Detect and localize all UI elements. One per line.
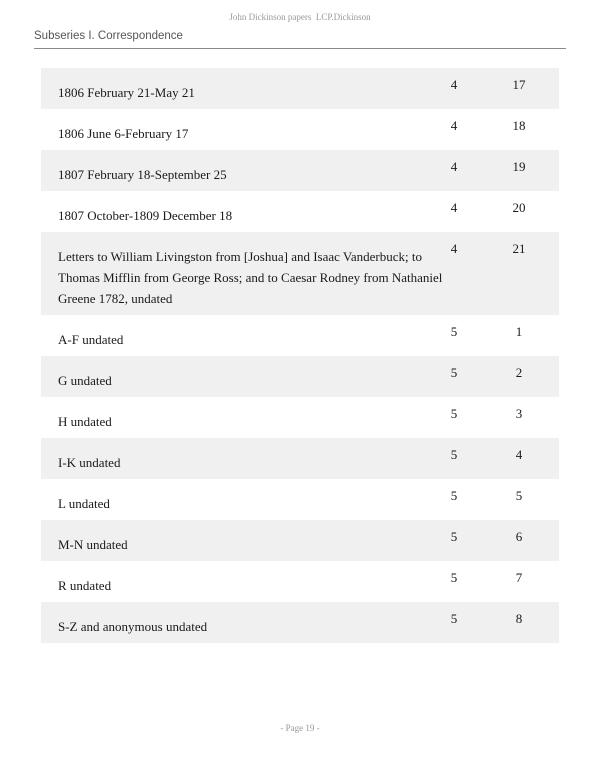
- row-title: A-F undated: [58, 332, 124, 347]
- row-title: S-Z and anonymous undated: [58, 619, 208, 634]
- row-title: H undated: [58, 414, 112, 429]
- row-box-number: 4: [450, 159, 458, 174]
- row-folder-number: 8: [515, 611, 523, 626]
- row-folder-number: 6: [515, 529, 523, 544]
- row-title: L undated: [58, 496, 110, 511]
- row-box-number: 4: [450, 77, 458, 92]
- row-folder-number: 21: [512, 241, 526, 256]
- row-folder-number: 20: [512, 200, 526, 215]
- row-title: 1806 June 6-February 17: [58, 126, 189, 141]
- row-folder-number: 5: [515, 488, 523, 503]
- row-box-number: 5: [450, 488, 458, 503]
- row-box-number: 5: [450, 406, 458, 421]
- row-title: 1807 February 18-September 25: [58, 167, 227, 182]
- row-title: G undated: [58, 373, 112, 388]
- table-row: [41, 520, 559, 561]
- row-folder-number: 7: [515, 570, 523, 585]
- row-folder-number: 18: [512, 118, 526, 133]
- row-box-number: 5: [450, 447, 458, 462]
- row-title: R undated: [58, 578, 112, 593]
- row-box-number: 5: [450, 324, 458, 339]
- table-row: [41, 602, 559, 643]
- table-row: [41, 109, 559, 150]
- section-heading: Subseries I. Correspondence: [34, 30, 566, 49]
- table-row: [41, 315, 559, 356]
- table-row: [41, 561, 559, 602]
- container-list-table: [41, 68, 559, 643]
- table-row: [41, 438, 559, 479]
- table-row: [41, 68, 559, 109]
- row-title: 1807 October-1809 December 18: [58, 208, 233, 223]
- row-box-number: 4: [450, 200, 458, 215]
- row-box-number: 4: [450, 241, 458, 256]
- row-folder-number: 2: [515, 365, 523, 380]
- row-title: I-K undated: [58, 455, 121, 470]
- row-folder-number: 3: [515, 406, 523, 421]
- row-box-number: 5: [450, 570, 458, 585]
- row-box-number: 5: [450, 365, 458, 380]
- table-row: [41, 232, 559, 315]
- row-folder-number: 4: [515, 447, 523, 462]
- row-title: 1806 February 21-May 21: [58, 85, 195, 100]
- table-row: [41, 191, 559, 232]
- row-title: M-N undated: [58, 537, 128, 552]
- table-row: [41, 397, 559, 438]
- row-box-number: 5: [450, 529, 458, 544]
- row-folder-number: 17: [512, 77, 526, 92]
- row-box-number: 4: [450, 118, 458, 133]
- table-row: [41, 356, 559, 397]
- row-box-number: 5: [450, 611, 458, 626]
- table-row: [41, 479, 559, 520]
- row-folder-number: 19: [512, 159, 526, 174]
- table-row: [41, 150, 559, 191]
- page-number: - Page 19 -: [280, 723, 320, 733]
- row-title: Letters to William Livingston from [Joshua] and Isaac Vanderbuck; to Thomas Mifflin from George Ross; and to Caesar Rodney from Nathaniel Greene 1782, undated: [58, 249, 443, 306]
- row-folder-number: 1: [515, 324, 523, 339]
- document-header-title: John Dickinson papers LCP.Dickinson: [229, 12, 371, 22]
